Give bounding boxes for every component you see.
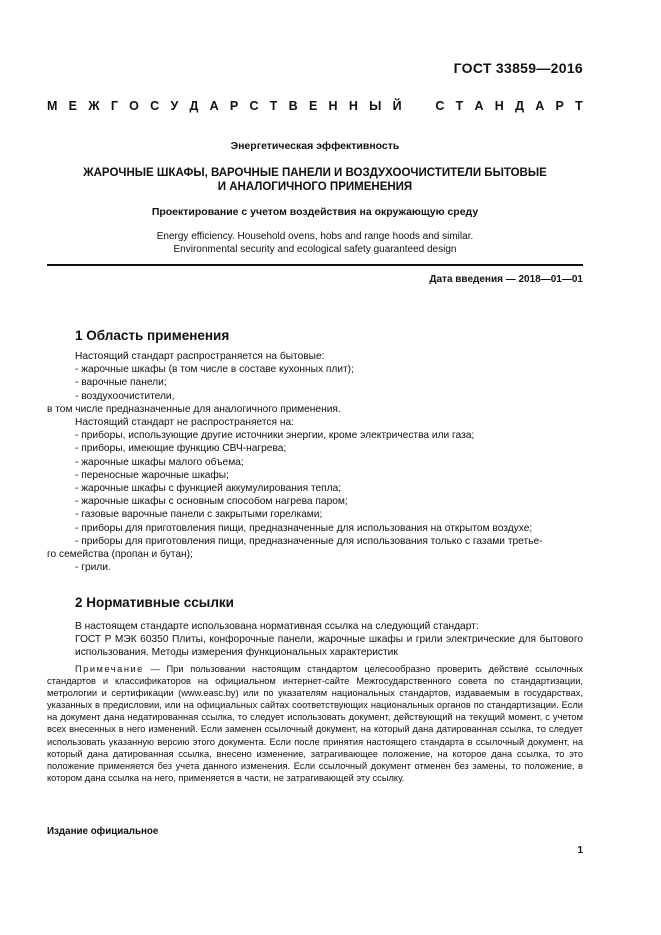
kind-letter: С — [249, 99, 259, 113]
section-1-body — [47, 350, 583, 574]
section-1-line: Настоящий стандарт распространяется на бытовые: — [75, 351, 325, 362]
kind-letter: Т — [269, 99, 278, 113]
introduction-date: Дата введения — 2018—01—01 — [429, 274, 583, 285]
subtitle-energy-efficiency: Энергетическая эффективность — [230, 140, 400, 152]
page-number: 1 — [577, 845, 583, 856]
kind-letter: Н — [328, 99, 338, 113]
section-2-heading: 2 Нормативные ссылки — [75, 595, 234, 610]
section-1-line: - варочные панели; — [75, 377, 167, 389]
note-text: — При пользовании настоящим стандартом целесообразно проверить действие ссылочных стандартов и классификаторов на официальном интернет-сайте Межгосударственного совета по стандартизации, метрологии и сертификации (www.easc.by) или по указателям национальных стандартов, издаваемым в государствах, указанных в предисловии, или на официальных сайтах соответствующих национальных органов по стандартизации. Если на документ дана недатированная ссылка, то следует использовать документ, действующий на текущий момент, с учетом всех внесенных в него изменений. Если заменен ссылочный документ, на который дана датированная ссылка, то следует использовать указанную версию этого документа. Если после принятия настоящего стандарта в ссылочный документ, на который дана датированная ссылка, внесено изменение, затрагивающее положение, на которое дана ссылка, то это положение применяется без учета данного изменения. Если ссылочный документ отменен без замены, то положение, в котором дана ссылка на него, применяется в части, не затрагивающей эту ссылку. — [47, 664, 583, 783]
section-1-line: - жарочные шкафы с основным способом нагрева паром; — [75, 496, 348, 508]
section-1-line: - приборы для приготовления пищи, предназначенные для использования на открытом воздухе; — [75, 522, 533, 534]
kind-letter: Н — [494, 99, 504, 113]
standard-kind-heading — [47, 99, 583, 113]
kind-letter: Ж — [88, 99, 100, 113]
section-1-line: - приборы для приготовления пищи, предназначенные для использования только с газами третье- — [75, 535, 543, 547]
kind-letter: С — [435, 99, 445, 113]
normative-reference-text: ГОСТ Р МЭК 60350 Плиты, конфорочные панели, жарочные шкафы и грили электрические для бытового использования. Методы измерения функциональных характеристик — [75, 634, 583, 659]
section-1-line: - приборы, использующие другие источники энергии, кроме электричества или газа; — [75, 430, 475, 442]
section-1-line: - грили. — [75, 562, 111, 574]
english-title — [47, 230, 583, 256]
kind-letter: Е — [68, 99, 78, 113]
kind-letter: Г — [110, 99, 118, 113]
section-1-heading: 1 Область применения — [75, 328, 230, 343]
kind-letter: А — [209, 99, 219, 113]
kind-letter: Е — [308, 99, 318, 113]
kind-letter: Д — [189, 99, 199, 113]
kind-letter: А — [535, 99, 545, 113]
kind-letter: У — [170, 99, 179, 113]
kind-letter: Р — [229, 99, 239, 113]
note-label: Примечание — [75, 664, 144, 674]
section-2-body — [47, 620, 583, 660]
kind-letter: М — [47, 99, 58, 113]
standard-code: ГОСТ 33859—2016 — [453, 60, 583, 76]
kind-letter: Т — [455, 99, 464, 113]
title-line-2: И АНАЛОГИЧНОГО ПРИМЕНЕНИЯ — [217, 181, 413, 193]
section-1-line: - воздухоочистители, — [75, 390, 175, 402]
kind-letter: А — [474, 99, 484, 113]
kind-letter: В — [288, 99, 298, 113]
section-1-line: - приборы, имеющие функцию СВЧ-нагрева; — [75, 443, 287, 455]
section-1-line: го семейства (пропан и бутан); — [47, 549, 193, 561]
section-1-line: Настоящий стандарт не распространяется на: — [75, 417, 295, 429]
kind-letter: Р — [555, 99, 564, 113]
section-1-line: - жарочные шкафы (в том числе в составе кухонных плит); — [75, 364, 354, 376]
kind-letter: Д — [515, 99, 524, 113]
section-2-paragraph: В настоящем стандарте использована нормативная ссылка на следующий стандарт: — [75, 621, 479, 632]
kind-letter: Н — [348, 99, 358, 113]
kind-letter: О — [129, 99, 139, 113]
official-edition-label: Издание официальное — [47, 826, 159, 837]
document-title — [47, 166, 583, 194]
english-title-line-1: Energy efficiency. Household ovens, hobs and range hoods and similar. — [156, 231, 474, 242]
kind-letter: Ы — [369, 99, 382, 113]
subtitle-design: Проектирование с учетом воздействия на окружающую среду — [151, 206, 479, 218]
section-1-line: - газовые варочные панели с закрытыми горелками; — [75, 509, 323, 521]
section-1-line: в том числе предназначенные для аналогичного применения. — [47, 403, 341, 415]
header-divider — [47, 264, 583, 266]
kind-letter: С — [150, 99, 160, 113]
normative-reference — [47, 633, 583, 659]
section-1-line: - жарочные шкафы с функцией аккумулирования тепла; — [75, 483, 342, 495]
title-line-1: ЖАРОЧНЫЕ ШКАФЫ, ВАРОЧНЫЕ ПАНЕЛИ И ВОЗДУХООЧИСТИТЕЛИ БЫТОВЫЕ — [83, 167, 547, 179]
section-1-line: - переносные жарочные шкафы; — [75, 469, 229, 481]
note-paragraph — [47, 663, 583, 784]
kind-letter: Й — [392, 99, 402, 113]
kind-letter: Т — [575, 99, 583, 113]
section-1-line: - жарочные шкафы малого объема; — [75, 456, 244, 468]
english-title-line-2: Environmental security and ecological safety guaranteed design — [173, 244, 457, 255]
